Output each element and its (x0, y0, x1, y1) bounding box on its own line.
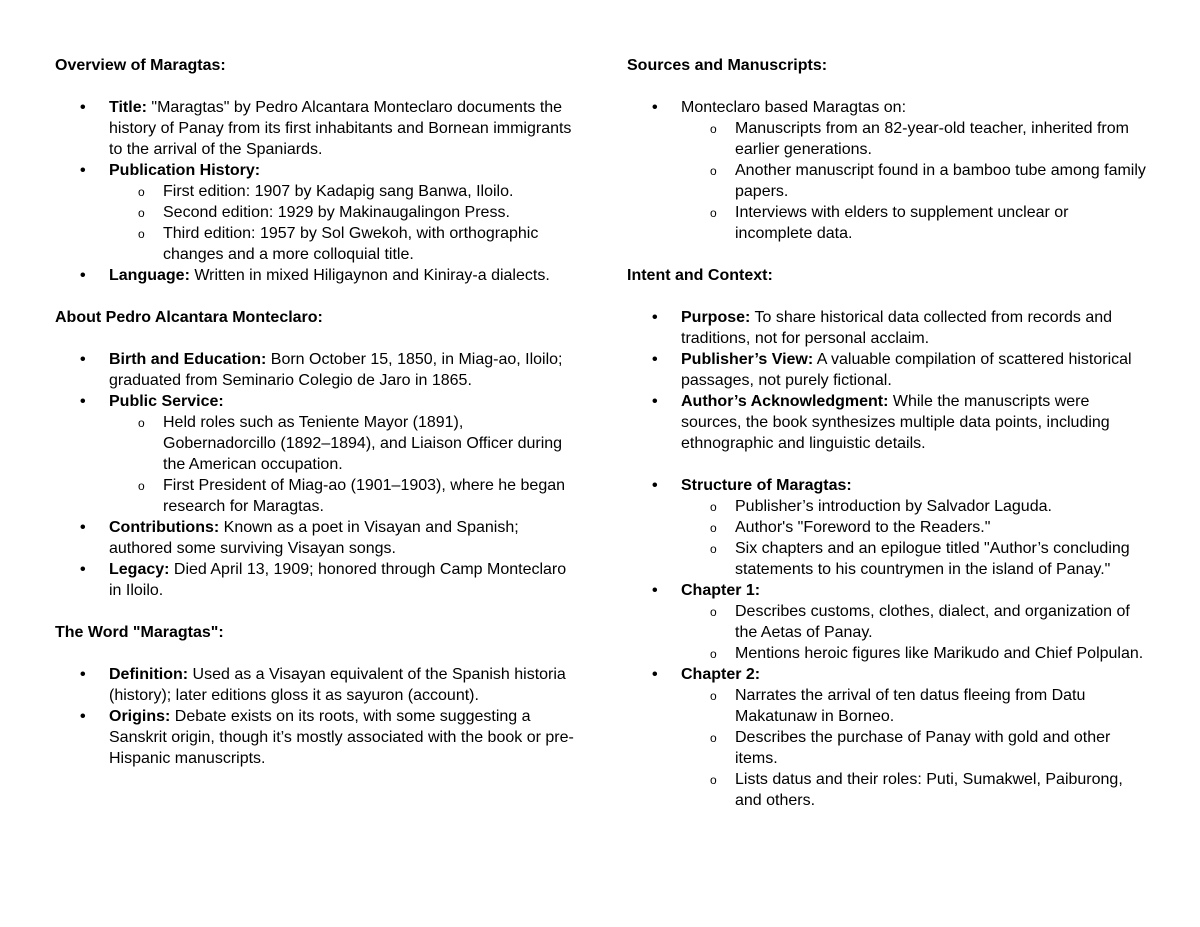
intent-section (627, 265, 1147, 811)
list-item (627, 307, 1147, 349)
sub-list-item: o Held roles such as Teniente Mayor (1891), Gobernadorcillo (1892–1894), and Liaison Officer during the American occupation. (109, 412, 575, 475)
sub-list (109, 412, 575, 517)
sub-list-item: o Manuscripts from an 82-year-old teacher, inherited from earlier generations. (681, 118, 1147, 160)
sub-list-item: o Third edition: 1957 by Sol Gwekoh, with orthographic changes and a more colloquial title. (109, 223, 575, 265)
intent-heading: Intent and Context: (627, 267, 773, 284)
list-item (55, 706, 575, 769)
item-label: Purpose: (681, 309, 751, 326)
sub-list-item: o Second edition: 1929 by Makinaugalingon Press. (109, 202, 575, 223)
sub-list-item: o Describes the purchase of Panay with gold and other items. (681, 727, 1147, 769)
sources-section (627, 55, 1147, 244)
word-list (55, 664, 575, 769)
sub-list-item: o Interviews with elders to supplement unclear or incomplete data. (681, 202, 1147, 244)
sub-list-item: o First edition: 1907 by Kadapig sang Banwa, Iloilo. (109, 181, 575, 202)
list-item (55, 349, 575, 391)
list-item (55, 97, 575, 160)
item-text: Died April 13, 1909; honored through Camp Monteclaro in Iloilo. (109, 561, 567, 599)
sub-list (681, 601, 1147, 664)
list-item (627, 580, 1147, 664)
right-column (627, 55, 1147, 832)
item-text: "Maragtas" by Pedro Alcantara Monteclaro documents the history of Panay from its first inhabitants and Bornean immigrants to the arrival of the Spaniards. (109, 99, 572, 158)
sub-list-item: o Mentions heroic figures like Marikudo and Chief Polpulan. (681, 643, 1147, 664)
item-text: Debate exists on its roots, with some suggesting a Sanskrit origin, though it’s mostly associated with the book or pre-Hispanic manuscripts. (109, 708, 574, 767)
list-item (55, 517, 575, 559)
list-item (627, 349, 1147, 391)
word-heading: The Word "Maragtas": (55, 624, 224, 641)
item-text: Born October 15, 1850, in Miag-ao, Iloilo; graduated from Seminario Colegio de Jaro in 1865. (109, 351, 563, 389)
sub-list-item: o Narrates the arrival of ten datus fleeing from Datu Makatunaw in Borneo. (681, 685, 1147, 727)
sub-list-item: o Lists datus and their roles: Puti, Sumakwel, Paiburong, and others. (681, 769, 1147, 811)
list-item (55, 559, 575, 601)
sub-list (681, 496, 1147, 580)
sources-heading: Sources and Manuscripts: (627, 57, 828, 74)
about-list (55, 349, 575, 601)
list-item (55, 664, 575, 706)
item-text: Written in mixed Hiligaynon and Kiniray-a dialects. (189, 267, 550, 284)
about-section (55, 307, 575, 601)
overview-section (55, 55, 575, 286)
list-item (55, 265, 575, 286)
item-label: Birth and Education: (109, 351, 267, 368)
item-text: Known as a poet in Visayan and Spanish; authored some surviving Visayan songs. (109, 519, 519, 557)
item-label: Publisher’s View: (681, 351, 814, 368)
spacer (627, 454, 1147, 475)
sub-list (109, 181, 575, 265)
sub-list-item: o First President of Miag-ao (1901–1903), where he began research for Maragtas. (109, 475, 575, 517)
sub-list-item: o Author's "Foreword to the Readers." (681, 517, 1147, 538)
item-label: Definition: (109, 666, 189, 683)
list-item (627, 475, 1147, 580)
intent-list (627, 307, 1147, 454)
item-label: Origins: (109, 708, 171, 725)
overview-list (55, 97, 575, 286)
sub-list-item: o Describes customs, clothes, dialect, and organization of the Aetas of Panay. (681, 601, 1147, 643)
item-text: To share historical data collected from records and traditions, not for personal acclaim. (681, 309, 1113, 347)
overview-heading: Overview of Maragtas: (55, 57, 226, 74)
item-label: Structure of Maragtas: (681, 477, 852, 494)
item-label: Chapter 1: (681, 582, 761, 599)
sub-list-item: o Publisher’s introduction by Salvador Laguda. (681, 496, 1147, 517)
list-item (55, 391, 575, 517)
left-column (55, 55, 575, 790)
item-label: Chapter 2: (681, 666, 761, 683)
about-heading: About Pedro Alcantara Monteclaro: (55, 309, 323, 326)
item-text: Monteclaro based Maragtas on: (681, 99, 907, 116)
list-item (627, 391, 1147, 454)
item-label: Author’s Acknowledgment: (681, 393, 889, 410)
sub-list (681, 685, 1147, 811)
item-text: A valuable compilation of scattered historical passages, not purely fictional. (681, 351, 1132, 389)
list-item (627, 664, 1147, 811)
sources-list (627, 97, 1147, 244)
word-section (55, 622, 575, 769)
item-label: Title: (109, 99, 147, 116)
item-label: Language: (109, 267, 190, 284)
item-text: While the manuscripts were sources, the book synthesizes multiple data points, including ethnographic and linguistic details. (681, 393, 1110, 452)
list-item (55, 160, 575, 265)
list-item (627, 97, 1147, 244)
item-label: Publication History: (109, 162, 261, 179)
sub-list-item: o Six chapters and an epilogue titled "Author’s concluding statements to his countrymen in the island of Panay." (681, 538, 1147, 580)
item-label: Public Service: (109, 393, 224, 410)
sub-list-item: o Another manuscript found in a bamboo tube among family papers. (681, 160, 1147, 202)
sub-list (681, 118, 1147, 244)
item-label: Legacy: (109, 561, 170, 578)
item-label: Contributions: (109, 519, 220, 536)
structure-list (627, 475, 1147, 811)
item-text: Used as a Visayan equivalent of the Spanish historia (history); later editions gloss it as sayuron (account). (109, 666, 566, 704)
